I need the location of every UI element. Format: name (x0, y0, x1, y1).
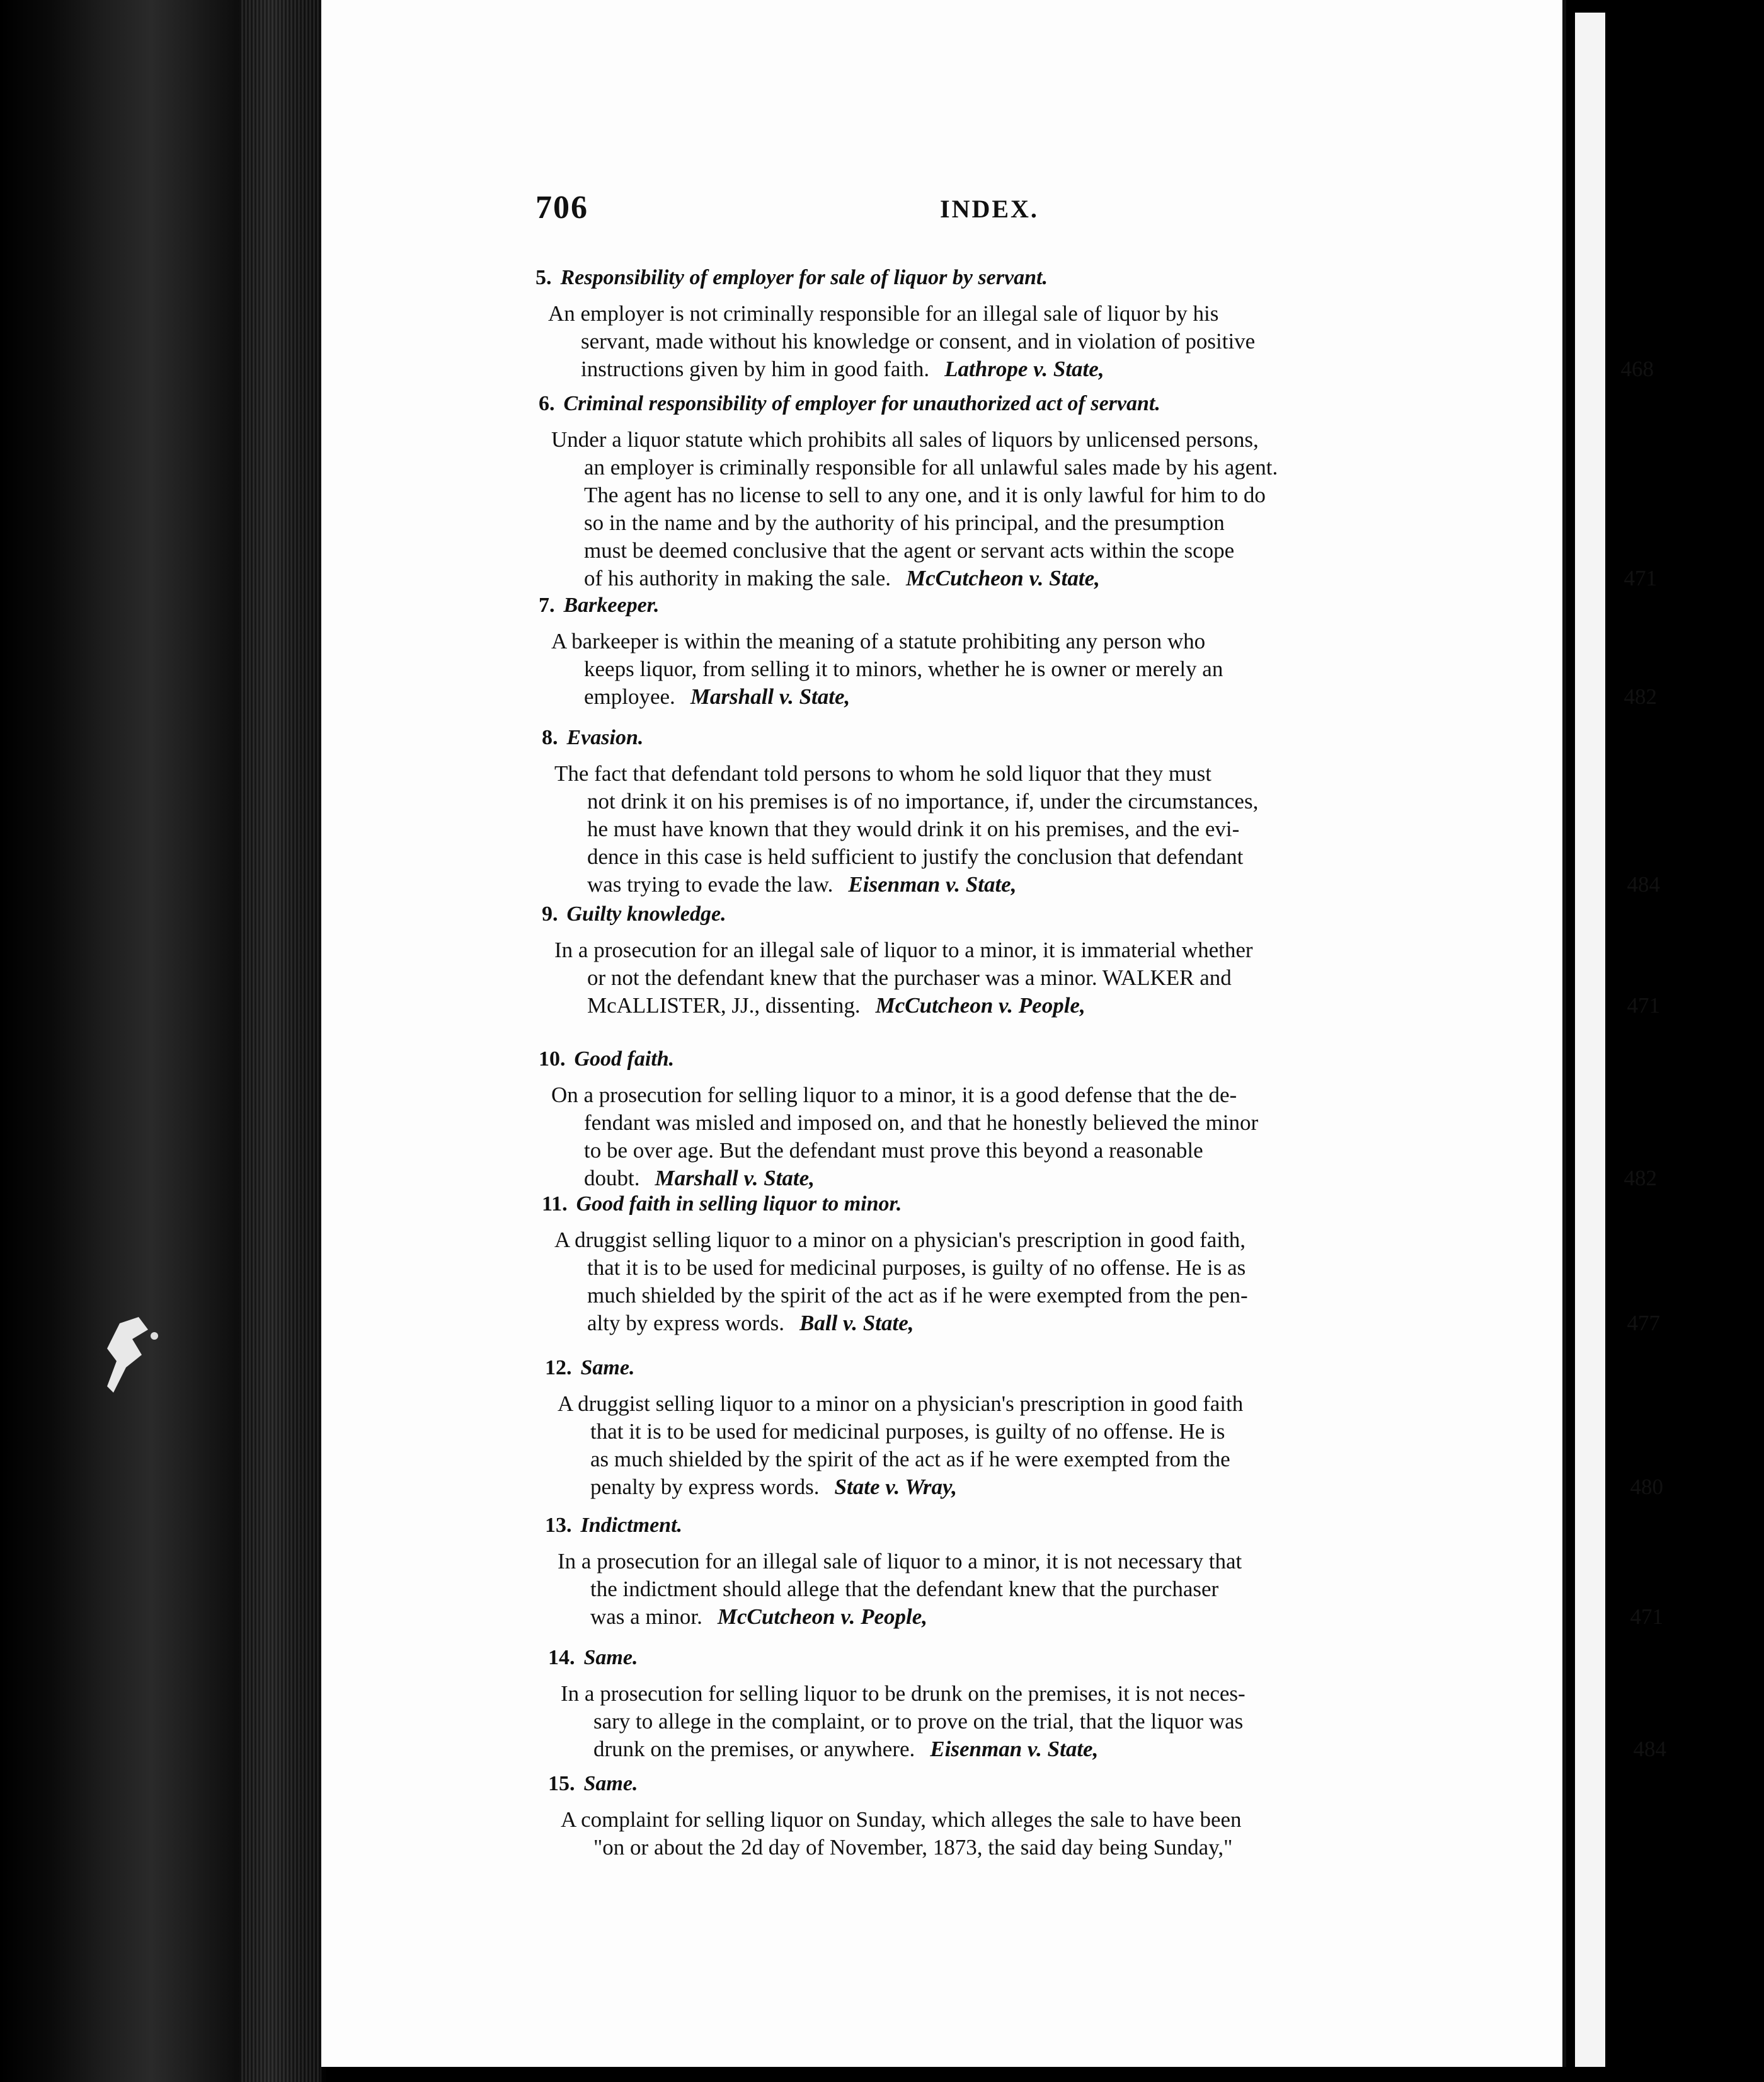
entry-line (554, 760, 1660, 788)
entry-line (548, 355, 1654, 383)
case-citation: Eisenman v. State, (930, 1737, 1099, 1761)
entry-heading-text: Same. (580, 1356, 635, 1379)
entry-line-text: to be over age. But the defendant must prove this beyond a reasonable (584, 1138, 1203, 1163)
entry-line (554, 871, 1660, 899)
entry-heading-text: Barkeeper. (563, 594, 660, 617)
entry-line-text: employee. (584, 684, 675, 709)
entry-line-text: In a prosecution for an illegal sale of liquor to a minor, it is immaterial whether (554, 938, 1253, 962)
entry-line-text: "on or about the 2d day of November, 1873, the said day being Sunday," (593, 1835, 1233, 1860)
entry-number: 10. (539, 1047, 566, 1071)
entry-line (554, 843, 1660, 871)
entry-line-text: A barkeeper is within the meaning of a statute prohibiting any person who (551, 629, 1206, 653)
page-reference: 480 (1630, 1475, 1663, 1499)
entry-body (558, 1548, 1663, 1631)
entry-line (554, 1282, 1660, 1309)
entry-line-text: In a prosecution for an illegal sale of liquor to a minor, it is not necessary that (558, 1549, 1242, 1573)
entry-body (548, 300, 1654, 383)
entry-line-text: or not the defendant knew that the purchaser was a minor. WALKER and (587, 965, 1232, 990)
entry-line (554, 992, 1660, 1020)
entry-line-text: was a minor. (590, 1604, 702, 1629)
entry-line-text: A complaint for selling liquor on Sunday, which alleges the sale to have been (561, 1807, 1242, 1832)
page-reference: 482 (1624, 1166, 1657, 1190)
entry-line-text: penalty by express words. (590, 1475, 820, 1499)
entry-heading-text: Good faith in selling liquor to minor. (576, 1192, 902, 1216)
page-reference: 471 (1630, 1604, 1663, 1629)
running-head: INDEX. (940, 195, 1039, 223)
entry-number: 15. (548, 1772, 575, 1795)
entry-line-text: A druggist selling liquor to a minor on a physician's prescription in good faith, (554, 1228, 1246, 1252)
entry-line (558, 1575, 1663, 1603)
entry-line-text: must be deemed conclusive that the agent or servant acts within the scope (584, 538, 1235, 563)
entry-number: 11. (542, 1192, 568, 1216)
entry-line (558, 1603, 1663, 1631)
entry-line-text: instructions given by him in good faith. (581, 357, 930, 381)
facing-page-edge (1575, 13, 1605, 2067)
document-page (321, 0, 1666, 2067)
entry-line-text: an employer is criminally responsible for all unlawful sales made by his agent. (584, 455, 1278, 480)
entry-line-text: In a prosecution for selling liquor to be drunk on the premises, it is not neces- (561, 1681, 1246, 1706)
entry-line (551, 1109, 1657, 1137)
entry-body (561, 1806, 1666, 1861)
entry-body (551, 426, 1657, 592)
entry-line (551, 1165, 1657, 1192)
entry-line-text: he must have known that they would drink it on his premises, and the evi- (587, 817, 1240, 841)
case-citation: Lathrope v. State, (944, 357, 1104, 381)
entry-line (554, 815, 1660, 843)
entry-number: 9. (542, 902, 558, 926)
entry-line (554, 1254, 1660, 1282)
entry-body (561, 1680, 1666, 1763)
entry-line (548, 300, 1654, 328)
entry-line-text: sary to allege in the complaint, or to prove on the trial, that the liquor was (593, 1709, 1244, 1734)
entry-line (558, 1418, 1663, 1446)
entry-line-text: not drink it on his premises is of no importance, if, under the circumstances, (587, 789, 1259, 814)
entry-line-text: much shielded by the spirit of the act as if he were exempted from the pen- (587, 1283, 1248, 1308)
case-citation: Marshall v. State, (655, 1166, 815, 1190)
entry-line-text: Under a liquor statute which prohibits all sales of liquors by unlicensed persons, (551, 427, 1259, 452)
entry-line-text: the indictment should allege that the defendant knew that the purchaser (590, 1577, 1219, 1601)
paper-damage-mark (94, 1311, 170, 1399)
entry-line-text: An employer is not criminally responsible for an illegal sale of liquor by his (548, 301, 1219, 326)
case-citation: McCutcheon v. People, (875, 993, 1085, 1018)
entry-line-text: A druggist selling liquor to a minor on a physician's prescription in good faith (558, 1391, 1244, 1416)
entry-body (554, 1226, 1660, 1337)
entry-number: 7. (539, 594, 555, 617)
entry-line (548, 328, 1654, 355)
entry-line (551, 481, 1657, 509)
entry-line-text: dence in this case is held sufficient to justify the conclusion that defendant (587, 844, 1244, 869)
entry-line (561, 1735, 1666, 1763)
entry-body (554, 760, 1660, 899)
entry-line (554, 936, 1660, 964)
entry-body (551, 628, 1657, 711)
page-reference: 471 (1627, 993, 1660, 1018)
page-reference: 477 (1627, 1311, 1660, 1335)
entry-heading-text: Same. (583, 1646, 638, 1669)
entry-line (551, 509, 1657, 537)
entry-heading-text: Guilty knowledge. (566, 902, 726, 926)
entry-line-text: keeps liquor, from selling it to minors, whether he is owner or merely an (584, 657, 1223, 681)
entry-line (551, 655, 1657, 683)
entry-line (561, 1806, 1666, 1834)
entry-line (558, 1390, 1663, 1418)
entry-heading-text: Criminal responsibility of employer for unauthorized act of servant. (563, 392, 1160, 415)
case-citation: Marshall v. State, (690, 684, 850, 709)
entry-line-text: The fact that defendant told persons to whom he sold liquor that they must (554, 761, 1211, 786)
entry-line (551, 426, 1657, 454)
entry-line-text: McALLISTER, JJ., dissenting. (587, 993, 861, 1018)
entry-line (554, 964, 1660, 992)
entry-heading-text: Indictment. (580, 1514, 683, 1537)
entry-number: 8. (542, 726, 558, 749)
entry-line (561, 1680, 1666, 1708)
entry-line-text: so in the name and by the authority of his principal, and the presumption (584, 510, 1225, 535)
entry-line (554, 1309, 1660, 1337)
entry-line-text: alty by express words. (587, 1311, 785, 1335)
entry-line-text: as much shielded by the spirit of the act as if he were exempted from the (590, 1447, 1230, 1471)
case-citation: McCutcheon v. State, (906, 566, 1100, 590)
page-number: 706 (536, 190, 588, 226)
page-reference: 471 (1624, 566, 1657, 590)
entry-line (551, 565, 1657, 592)
page-reference: 482 (1624, 684, 1657, 709)
entry-line-text: was trying to evade the law. (587, 872, 833, 897)
entry-line (551, 537, 1657, 565)
entry-heading-text: Same. (583, 1772, 638, 1795)
entry-heading-text: Evasion. (566, 726, 644, 749)
page-reference: 484 (1627, 872, 1660, 897)
entry-number: 13. (545, 1514, 572, 1537)
entry-line (551, 1081, 1657, 1109)
case-citation: Eisenman v. State, (848, 872, 1017, 897)
entry-line-text: that it is to be used for medicinal purposes, is guilty of no offense. He is as (587, 1255, 1246, 1280)
entry-body (554, 936, 1660, 1020)
entry-number: 6. (539, 392, 555, 415)
entry-line-text: On a prosecution for selling liquor to a minor, it is a good defense that the de- (551, 1083, 1237, 1107)
entry-body (558, 1390, 1663, 1501)
case-citation: McCutcheon v. People, (717, 1604, 927, 1629)
entry-line (561, 1708, 1666, 1735)
entry-line (551, 454, 1657, 481)
entry-line (551, 628, 1657, 655)
page-content (321, 0, 1666, 2067)
entry-line-text: servant, made without his knowledge or consent, and in violation of positive (581, 329, 1256, 354)
page-reference: 468 (1620, 357, 1654, 381)
case-citation: Ball v. State, (799, 1311, 914, 1335)
page-stack-edge (239, 0, 321, 2082)
entry-line (551, 1137, 1657, 1165)
entry-line (558, 1548, 1663, 1575)
entry-line (554, 788, 1660, 815)
entry-line-text: of his authority in making the sale. (584, 566, 891, 590)
entry-line (558, 1446, 1663, 1473)
entry-number: 5. (536, 266, 552, 289)
entry-line (561, 1834, 1666, 1861)
entry-line (554, 1226, 1660, 1254)
entry-number: 14. (548, 1646, 575, 1669)
entry-line-text: that it is to be used for medicinal purposes, is guilty of no offense. He is (590, 1419, 1225, 1444)
entry-line-text: fendant was misled and imposed on, and that he honestly believed the minor (584, 1110, 1259, 1135)
entry-line-text: The agent has no license to sell to any one, and it is only lawful for him to do (584, 483, 1266, 507)
entry-line-text: drunk on the premises, or anywhere. (593, 1737, 915, 1761)
entry-line (551, 683, 1657, 711)
page-reference: 484 (1633, 1737, 1666, 1761)
entry-number: 12. (545, 1356, 572, 1379)
case-citation: State v. Wray, (834, 1475, 957, 1499)
entry-body (551, 1081, 1657, 1192)
entry-heading-text: Responsibility of employer for sale of liquor by servant. (560, 266, 1048, 289)
entry-line (558, 1473, 1663, 1501)
entry-line-text: doubt. (584, 1166, 640, 1190)
entry-heading-text: Good faith. (574, 1047, 675, 1071)
